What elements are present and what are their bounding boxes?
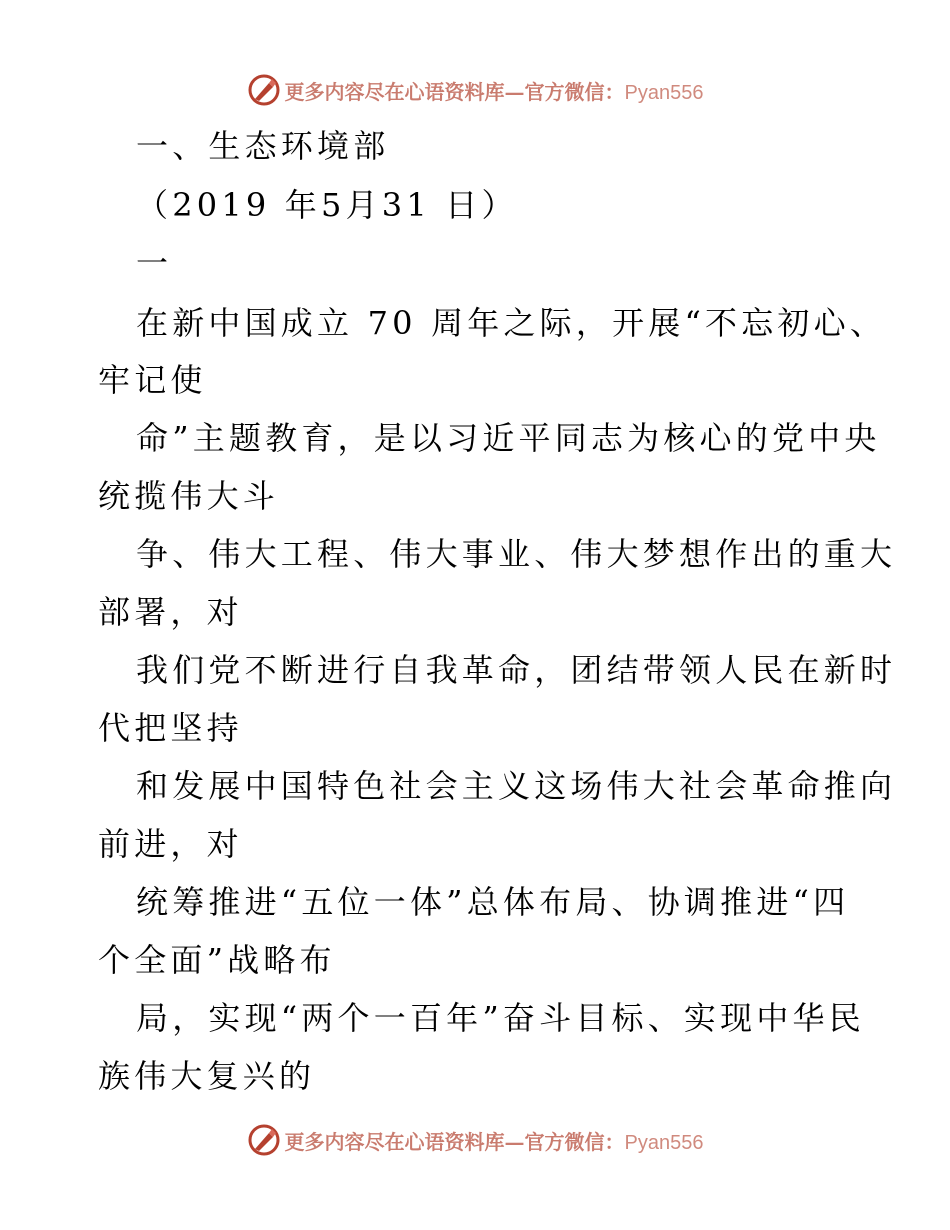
banner-wechat-id: Pyan556 <box>624 1131 704 1154</box>
doc-line: 和发展中国特色社会主义这场伟大社会革命推向 <box>136 767 897 805</box>
footer-watermark-banner <box>0 1120 950 1160</box>
header-watermark-banner <box>0 70 950 110</box>
banner-text <box>285 1126 704 1155</box>
doc-line: 统筹推进“五位一体”总体布局、协调推进“四 <box>136 883 850 921</box>
doc-date: （2019 年5月31 日） <box>136 186 518 224</box>
banner-text-cn: 更多内容尽在心语资料库—官方微信： <box>284 79 625 104</box>
doc-line: 局，实现“两个一百年”奋斗目标、实现中华民 <box>136 999 865 1037</box>
doc-heading: 一、生态环境部 <box>136 127 390 165</box>
doc-line: 争、伟大工程、伟大事业、伟大梦想作出的重大 <box>136 535 897 573</box>
doc-line: 族伟大复兴的 <box>98 1057 316 1095</box>
doc-line: 前进，对 <box>98 825 243 863</box>
banner-text-cn: 更多内容尽在心语资料库—官方微信： <box>284 1129 625 1154</box>
doc-line: 我们党不断进行自我革命，团结带领人民在新时 <box>136 651 897 689</box>
pen-logo-icon <box>247 1123 281 1157</box>
banner-text <box>285 76 704 105</box>
doc-line: 在新中国成立 70 周年之际，开展“不忘初心、 <box>136 304 887 342</box>
doc-line: 牢记使 <box>98 361 207 399</box>
doc-line: 命”主题教育，是以习近平同志为核心的党中央 <box>136 419 881 457</box>
doc-line: 统揽伟大斗 <box>98 477 280 515</box>
doc-line: 个全面”战略布 <box>98 941 336 979</box>
doc-line: 部署，对 <box>98 593 243 631</box>
doc-line: 代把坚持 <box>98 709 243 747</box>
pen-logo-icon <box>247 73 281 107</box>
doc-section-mark: 一 <box>136 244 173 282</box>
banner-wechat-id: Pyan556 <box>624 81 704 104</box>
